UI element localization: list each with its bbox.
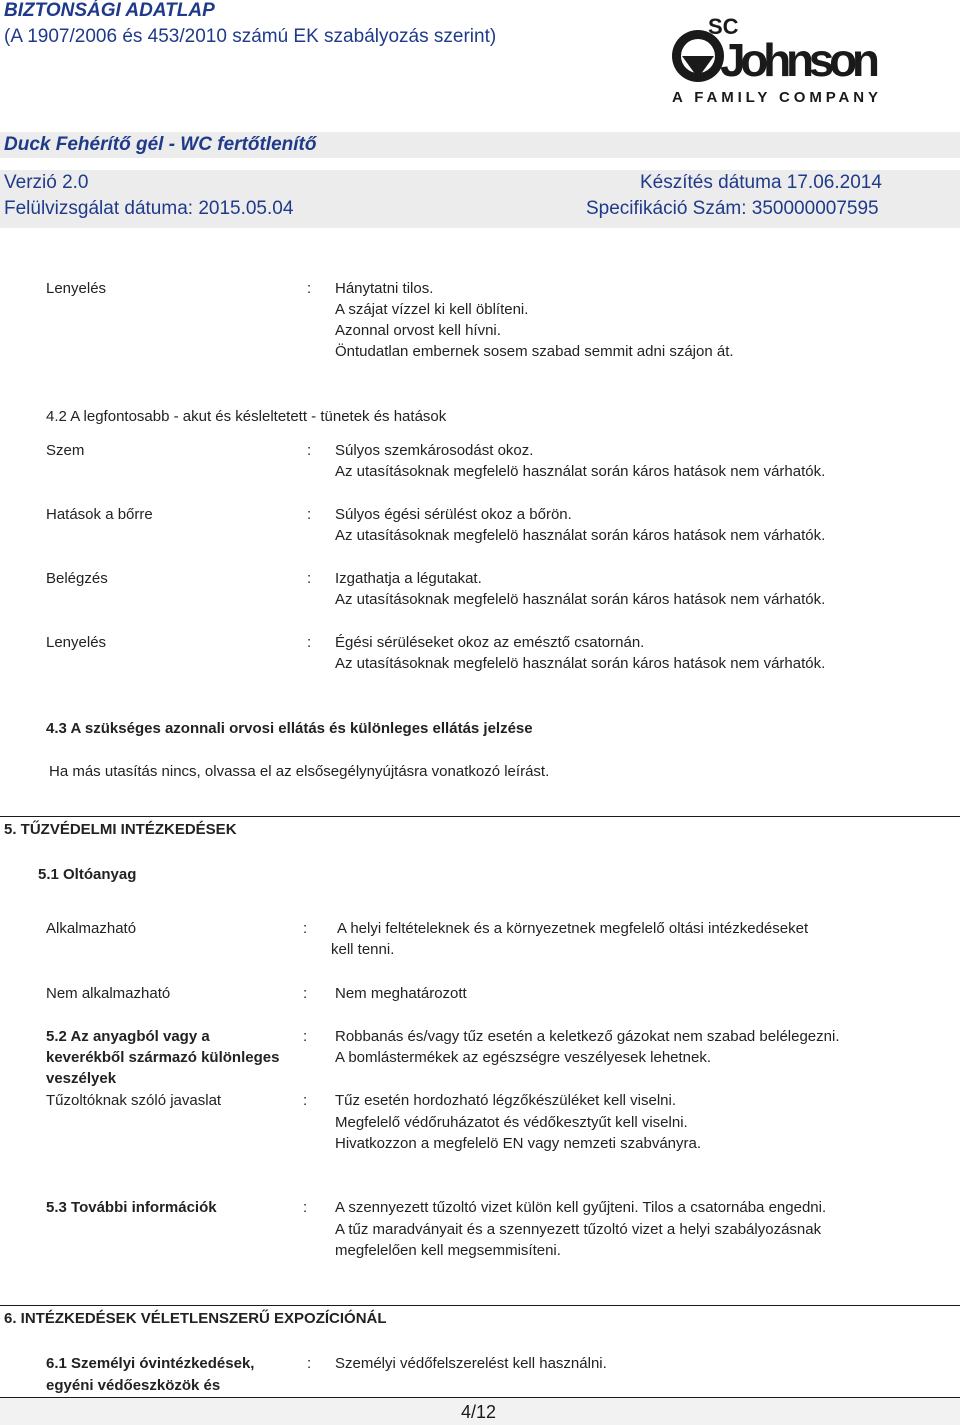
ingestion-effects-label: Lenyelés xyxy=(46,634,107,651)
additional-info-line-1: A szennyezett tűzoltó vizet külön kell gyűjteni. Tilos a csatornába engedni. xyxy=(335,1199,827,1216)
ingestion-label: Lenyelés xyxy=(46,280,107,297)
additional-info-line-3: megfelelően kell megsemmisíteni. xyxy=(335,1242,561,1259)
ingestion-line-4: Öntudatlan embernek sosem szabad semmit adni szájon át. xyxy=(335,343,734,360)
firefighter-line-3: Hivatkozzon a megfelelö EN vagy nemzeti szabványra. xyxy=(335,1135,702,1152)
logo-tagline: A FAMILY COMPANY xyxy=(672,89,878,106)
eye-line-1: Súlyos szemkárosodást okoz. xyxy=(335,442,534,459)
section-5-2-heading-line-2: keverékből származó különleges xyxy=(46,1049,280,1066)
section-5-2-heading-line-3: veszélyek xyxy=(46,1070,117,1087)
ingestion-line-1: Hánytatni tilos. xyxy=(335,280,434,297)
colon: : xyxy=(307,280,312,297)
ingestion-effects-line-1: Égési sérüléseket okoz az emésztő csatornán. xyxy=(335,634,645,651)
version: Verzió 2.0 xyxy=(4,172,89,193)
logo-name-text: Johnson xyxy=(720,34,880,86)
section-5-2-heading-line-1: 5.2 Az anyagból vagy a xyxy=(46,1028,210,1045)
section-4-2-heading: 4.2 A legfontosabb - akut és késleltetett - tünetek és hatások xyxy=(46,408,447,425)
regulation-subtitle: (A 1907/2006 és 453/2010 számú EK szabályozás szerint) xyxy=(4,26,497,47)
colon: : xyxy=(303,1028,308,1045)
ingestion-effects-line-2: Az utasításoknak megfelelö használat során káros hatások nem várhatók. xyxy=(335,655,826,672)
ingestion-line-2: A szájat vízzel ki kell öblíteni. xyxy=(335,301,529,318)
section-5-3-heading: 5.3 További információk xyxy=(46,1199,217,1216)
revised-date: Felülvizsgálat dátuma: 2015.05.04 xyxy=(4,198,294,219)
section-5-heading: 5. TŰZVÉDELMI INTÉZKEDÉSEK xyxy=(4,821,237,838)
logo-sc-text: SC xyxy=(708,14,739,39)
firefighter-line-1: Tűz esetén hordozható légzőkészüléket kell viselni. xyxy=(335,1092,677,1109)
document-title: BIZTONSÁGI ADATLAP xyxy=(4,0,215,21)
suitable-line-2: kell tenni. xyxy=(331,941,395,958)
product-name: Duck Fehérítő gél - WC fertőtlenítő xyxy=(4,134,317,155)
section-6-1-heading-line-2: egyéni védőeszközök és xyxy=(46,1377,221,1394)
section-6-1-heading-line-1: 6.1 Személyi óvintézkedések, xyxy=(46,1355,255,1372)
spec-number: Specifikáció Szám: 350000007595 xyxy=(586,198,879,219)
unsuitable-value: Nem meghatározott xyxy=(335,985,467,1002)
skin-label: Hatások a bőrre xyxy=(46,506,153,523)
colon: : xyxy=(307,634,312,651)
colon: : xyxy=(307,506,312,523)
page-number: 4/12 xyxy=(461,1402,497,1422)
hazard-line-2: A bomlástermékek az egészségre veszélyesek lehetnek. xyxy=(335,1049,712,1066)
inhalation-line-2: Az utasításoknak megfelelö használat során káros hatások nem várhatók. xyxy=(335,591,826,608)
created-date: Készítés dátuma 17.06.2014 xyxy=(640,172,882,193)
suitable-label: Alkalmazható xyxy=(46,920,137,937)
colon: : xyxy=(303,1199,308,1216)
colon: : xyxy=(303,1092,308,1109)
eye-label: Szem xyxy=(46,442,85,459)
colon: : xyxy=(303,920,308,937)
inhalation-line-1: Izgathatja a légutakat. xyxy=(335,570,482,587)
inhalation-label: Belégzés xyxy=(46,570,108,587)
section-4-3-heading: 4.3 A szükséges azonnali orvosi ellátás és különleges ellátás jelzése xyxy=(46,720,533,737)
section-divider xyxy=(0,1305,960,1306)
additional-info-line-2: A tűz maradványait és a szennyezett tűzoltó vizet a helyi szabályozásnak xyxy=(335,1221,822,1238)
section-5-1-heading: 5.1 Oltóanyag xyxy=(38,866,137,883)
colon: : xyxy=(307,570,312,587)
unsuitable-label: Nem alkalmazható xyxy=(46,985,171,1002)
sc-johnson-logo xyxy=(668,8,888,108)
section-divider xyxy=(0,816,960,817)
firefighter-label: Tűzoltóknak szóló javaslat xyxy=(46,1092,222,1109)
section-4-3-text: Ha más utasítás nincs, olvassa el az elsősegélynyújtásra vonatkozó leírást. xyxy=(49,763,550,780)
eye-line-2: Az utasításoknak megfelelö használat során káros hatások nem várhatók. xyxy=(335,463,826,480)
hazard-line-1: Robbanás és/vagy tűz esetén a keletkező gázokat nem szabad belélegezni. xyxy=(335,1028,840,1045)
skin-line-1: Súlyos égési sérülést okoz a bőrön. xyxy=(335,506,572,523)
colon: : xyxy=(307,442,312,459)
firefighter-line-2: Megfelelő védőruházatot és védőkesztyűt kell viselni. xyxy=(335,1114,688,1131)
ingestion-line-3: Azonnal orvost kell hívni. xyxy=(335,322,501,339)
colon: : xyxy=(307,1355,312,1372)
suitable-line-1: A helyi feltételeknek és a környezetnek megfelelő oltási intézkedéseket xyxy=(337,920,809,937)
skin-line-2: Az utasításoknak megfelelö használat során káros hatások nem várhatók. xyxy=(335,527,826,544)
section-6-heading: 6. INTÉZKEDÉSEK VÉLETLENSZERŰ EXPOZÍCIÓNÁL xyxy=(4,1310,387,1327)
personal-precaution-value: Személyi védőfelszerelést kell használni. xyxy=(335,1355,607,1372)
colon: : xyxy=(303,985,308,1002)
